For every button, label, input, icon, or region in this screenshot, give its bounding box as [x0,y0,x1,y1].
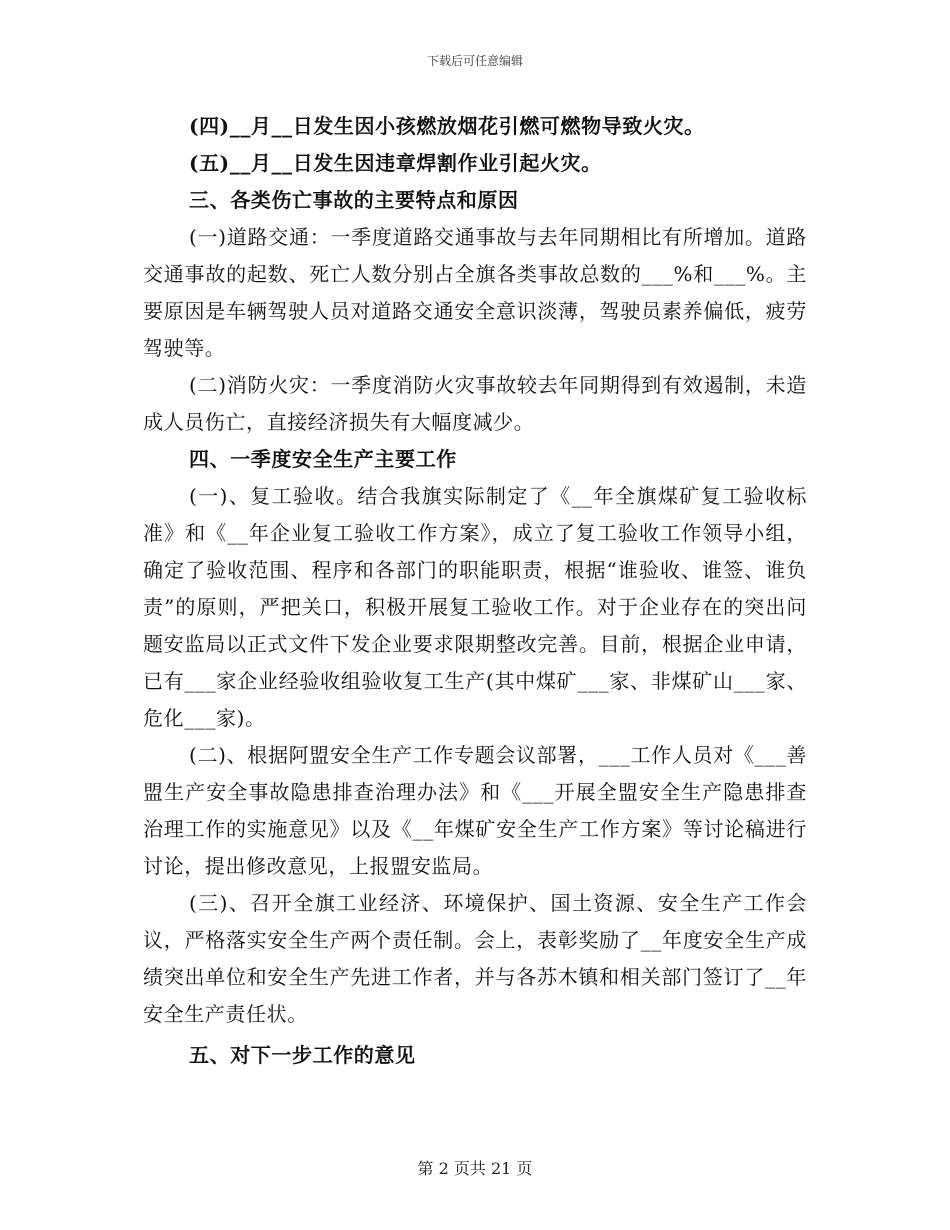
paragraph-fire-safety: (二)消防火灾：一季度消防火灾事故较去年同期得到有效遏制，未造成人员伤亡，直接经济损失有大幅度减少。 [143,373,807,434]
document-body [143,108,807,1074]
section-heading-5: 五、对下一步工作的意见 [189,1043,416,1067]
page-footer: 第 2 页共 21 页 [417,1159,533,1178]
page-header: 下载后可任意编辑 [426,54,523,68]
paragraph-safety-meeting: (三)、召开全旗工业经济、环境保护、国土资源、安全生产工作会议，严格落实安全生产两个责任制。会上，表彰奖励了__年度安全生产成绩突出单位和安全生产先进工作者，并与各苏木镇和相关部门签订了__年安全生产责任状。 [143,891,807,1026]
paragraph-resumption-inspection: (一)、复工验收。结合我旗实际制定了《__年全旗煤矿复工验收标准》和《__年企业复工验收工作方案》，成立了复工验收工作领导小组，确定了验收范围、程序和各部门的职能职责，根据“谁验收、谁签、谁负责”的原则，严把关口，积极开展复工验收工作。对于企业存在的突出问题安监局以正式文件下发企业要求限期整改完善。目前，根据企业申请，已有___家企业经验收组验收复工生产(其中煤矿___家、非煤矿山___家、危化___家)。 [143,484,807,730]
section-heading-4: 四、一季度安全生产主要工作 [189,447,457,471]
paragraph-hazard-review: (二)、根据阿盟安全生产工作专题会议部署，___工作人员对《___善盟生产安全事故隐患排查治理办法》和《___开展全盟安全生产隐患排查治理工作的实施意见》以及《__年煤矿安全生产工作方案》等讨论稿进行讨论，提出修改意见，上报盟安监局。 [143,743,807,878]
paragraph-item-4: (四)__月__日发生因小孩燃放烟花引燃可燃物导致火灾。 [189,114,705,138]
paragraph-road-traffic: (一)道路交通：一季度道路交通事故与去年同期相比有所增加。道路交通事故的起数、死亡人数分别占全旗各类事故总数的___%和___%。主要原因是车辆驾驶人员对道路交通安全意识淡薄，驾驶员素养偏低，疲劳驾驶等。 [143,225,807,360]
paragraph-item-5: (五)__月__日发生因违章焊割作业引起火灾。 [189,151,602,175]
section-heading-3: 三、各类伤亡事故的主要特点和原因 [189,188,519,212]
